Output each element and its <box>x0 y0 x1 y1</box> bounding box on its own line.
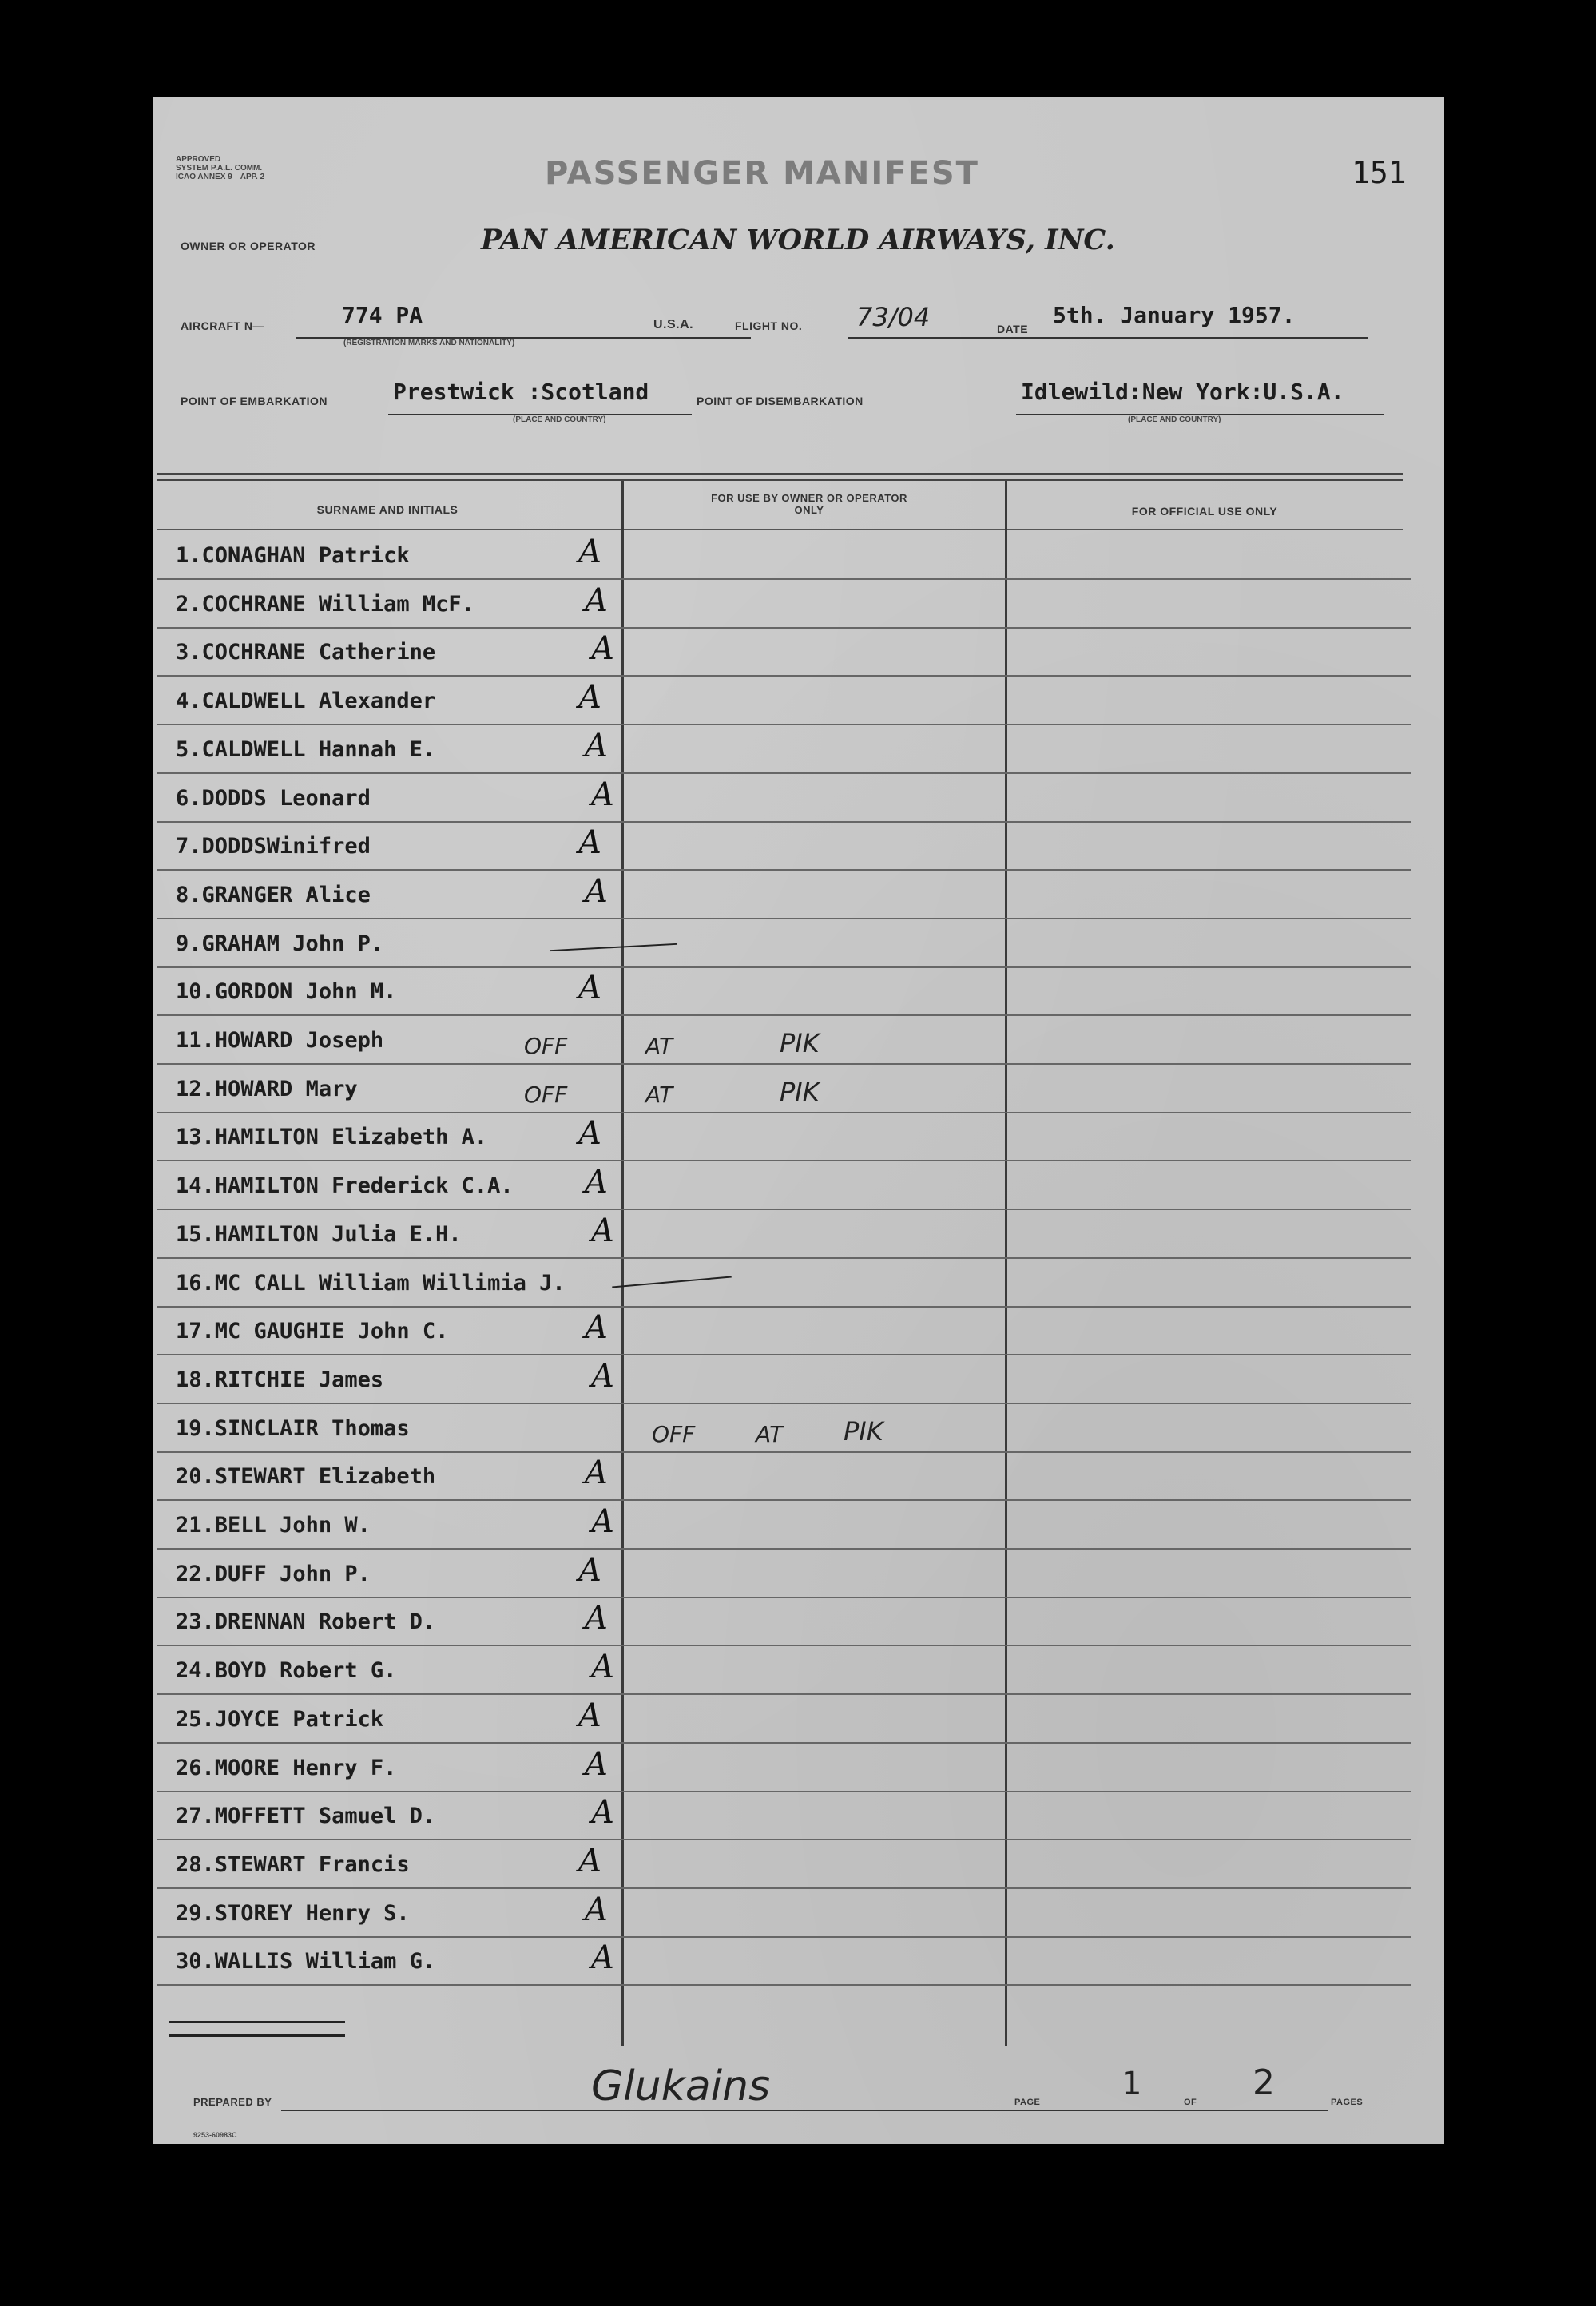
checked-mark: A <box>591 1649 614 1686</box>
passenger-row <box>157 1840 1411 1889</box>
passenger-name <box>176 737 435 762</box>
checked-mark: A <box>591 1939 614 1977</box>
passenger-name <box>176 1949 435 1974</box>
operator-name: PAN AMERICAN WORLD AIRWAYS, INC. <box>481 224 1115 256</box>
passenger-number: 13. <box>176 1125 215 1150</box>
passenger-surname-initials: SINCLAIR Thomas <box>214 1415 410 1441</box>
passenger-row <box>157 1936 1411 1986</box>
passenger-row <box>157 773 1411 823</box>
passenger-row <box>157 1791 1411 1840</box>
passenger-number: 25. <box>176 1706 215 1732</box>
passenger-surname-initials: WALLIS William G. <box>214 1949 436 1975</box>
passenger-surname-initials: DUFF John P. <box>214 1561 371 1586</box>
passenger-name <box>176 1756 396 1780</box>
passenger-surname-initials: STOREY Henry S. <box>214 1900 410 1926</box>
passenger-row <box>157 821 1411 871</box>
passenger-surname-initials: DRENNAN Robert D. <box>214 1609 436 1635</box>
checked-mark: A <box>585 1891 608 1928</box>
embark-label: POINT OF EMBARKATION <box>181 395 328 407</box>
passenger-row <box>157 1694 1411 1744</box>
passenger-row <box>157 1161 1411 1210</box>
passenger-number: 24. <box>176 1658 215 1684</box>
at-note: AT <box>756 1420 784 1447</box>
passenger-number: 27. <box>176 1804 215 1829</box>
checked-mark: A <box>578 970 601 1007</box>
owner-label: OWNER OR OPERATOR <box>181 240 316 252</box>
passenger-number: 9. <box>176 931 202 956</box>
passenger-number: 2. <box>176 591 202 617</box>
off-note: OFF <box>524 1033 568 1059</box>
approval-line-3: ICAO ANNEX 9—APP. 2 <box>176 173 265 181</box>
of-value: 2 <box>1253 2062 1275 2103</box>
passenger-name <box>176 1852 410 1877</box>
passenger-row <box>157 1500 1411 1550</box>
passenger-name <box>176 883 371 907</box>
passenger-name <box>176 931 383 956</box>
approval-line-1: APPROVED <box>176 155 221 164</box>
passenger-name <box>176 1464 435 1489</box>
nationality: U.S.A. <box>653 318 694 331</box>
passenger-surname-initials: DODDS Leonard <box>201 785 371 811</box>
at-note: AT <box>645 1033 673 1059</box>
passenger-surname-initials: GORDON John M. <box>214 979 397 1005</box>
passenger-surname-initials: GRAHAM John P. <box>201 931 384 956</box>
col-header-official: FOR OFFICIAL USE ONLY <box>1131 505 1278 518</box>
passenger-number: 26. <box>176 1755 215 1780</box>
passenger-surname-initials: JOYCE Patrick <box>214 1706 384 1732</box>
flight-label: FLIGHT NO. <box>735 320 803 332</box>
passenger-row <box>157 1064 1411 1113</box>
passenger-row <box>157 530 1411 580</box>
prepared-signature: Glukains <box>591 2062 771 2110</box>
checked-mark: A <box>591 1503 614 1540</box>
checked-mark: A <box>578 1842 601 1879</box>
form-title: PASSENGER MANIFEST <box>545 155 979 192</box>
passenger-surname-initials: GRANGER Alice <box>201 882 371 907</box>
passenger-name <box>176 1028 383 1053</box>
of-label: OF <box>1184 2098 1197 2107</box>
passenger-row <box>157 919 1411 968</box>
passenger-surname-initials: COCHRANE Catherine <box>201 640 436 665</box>
aircraft-hint: (REGISTRATION MARKS AND NATIONALITY) <box>343 339 515 347</box>
manifest-sheet <box>153 97 1444 2144</box>
passenger-row <box>157 870 1411 919</box>
passenger-row <box>157 1209 1411 1259</box>
passenger-number: 17. <box>176 1319 215 1344</box>
passenger-surname-initials: HAMILTON Elizabeth A. <box>214 1125 488 1150</box>
passenger-name <box>176 1367 383 1392</box>
checked-mark: A <box>591 1794 614 1832</box>
passenger-name <box>176 1173 514 1198</box>
passenger-number: 12. <box>176 1076 215 1101</box>
passenger-row <box>157 1355 1411 1404</box>
passenger-name <box>176 1271 566 1296</box>
checked-mark: A <box>578 534 601 570</box>
passenger-name <box>176 1222 462 1247</box>
passenger-number: 16. <box>176 1270 215 1296</box>
passenger-name <box>176 592 474 617</box>
checked-mark: A <box>585 1164 608 1201</box>
passenger-name <box>176 786 371 811</box>
passenger-surname-initials: CONAGHAN Patrick <box>201 543 410 568</box>
passenger-number: 15. <box>176 1221 215 1247</box>
passenger-number: 14. <box>176 1173 215 1199</box>
passenger-number: 1. <box>176 543 202 568</box>
passenger-number: 19. <box>176 1415 215 1441</box>
checked-mark: A <box>585 727 608 764</box>
pages-label: PAGES <box>1331 2098 1364 2107</box>
checked-mark: A <box>591 776 614 813</box>
passenger-row <box>157 966 1411 1016</box>
passenger-number: 28. <box>176 1852 215 1877</box>
passenger-row <box>157 579 1411 629</box>
approval-line-2: SYSTEM P.A.L. COMM. <box>176 164 263 173</box>
passenger-surname-initials: MOORE Henry F. <box>214 1755 397 1780</box>
passenger-surname-initials: BELL John W. <box>214 1513 371 1538</box>
passenger-number: 8. <box>176 882 202 907</box>
checked-mark: A <box>578 1115 601 1153</box>
passenger-name <box>176 1077 358 1101</box>
checked-mark: A <box>591 1357 614 1395</box>
passenger-row <box>157 627 1411 677</box>
passenger-row <box>157 1888 1411 1938</box>
passenger-surname-initials: CALDWELL Alexander <box>201 689 436 714</box>
passenger-surname-initials: DODDSWinifred <box>201 834 371 859</box>
passenger-row <box>157 1306 1411 1355</box>
passenger-name <box>176 1416 410 1441</box>
checked-mark: A <box>591 1212 614 1249</box>
passenger-surname-initials: RITCHIE James <box>214 1367 384 1392</box>
passenger-row <box>157 1112 1411 1161</box>
disembark-hint: (PLACE AND COUNTRY) <box>1128 415 1221 424</box>
pik-note: PIK <box>780 1076 820 1107</box>
disembark-value: Idlewild:New York:U.S.A. <box>1021 379 1344 405</box>
checked-mark: A <box>578 679 601 716</box>
checked-mark: A <box>585 581 608 619</box>
passenger-name <box>176 689 435 713</box>
col-header-operator: FOR USE BY OWNER OR OPERATOR ONLY <box>711 492 907 516</box>
checked-mark: A <box>585 1745 608 1783</box>
checked-mark: A <box>585 1309 608 1347</box>
passenger-number: 30. <box>176 1949 215 1975</box>
passenger-name <box>176 1319 448 1344</box>
passenger-row <box>157 1015 1411 1065</box>
off-note: OFF <box>524 1081 568 1108</box>
passenger-row <box>157 1258 1411 1308</box>
passenger-number: 7. <box>176 834 202 859</box>
passenger-number: 5. <box>176 736 202 762</box>
passenger-surname-initials: MOFFETT Samuel D. <box>214 1804 436 1829</box>
passenger-name <box>176 979 396 1004</box>
passenger-surname-initials: CALDWELL Hannah E. <box>201 736 436 762</box>
passenger-name <box>176 1707 383 1732</box>
passenger-surname-initials: HOWARD Mary <box>214 1076 358 1101</box>
passenger-surname-initials: HAMILTON Julia E.H. <box>214 1221 462 1247</box>
col-header-surname: SURNAME AND INITIALS <box>316 503 459 516</box>
passenger-surname-initials: STEWART Francis <box>214 1852 410 1877</box>
passenger-row <box>157 1743 1411 1792</box>
checked-mark: A <box>591 630 614 668</box>
passenger-row <box>157 1403 1411 1453</box>
checked-mark: A <box>585 1600 608 1637</box>
passenger-row <box>157 1451 1411 1501</box>
passenger-number: 6. <box>176 785 202 811</box>
passenger-surname-initials: MC GAUGHIE John C. <box>214 1319 449 1344</box>
passenger-name <box>176 1609 435 1634</box>
passenger-list <box>157 530 1411 1992</box>
flight-value: 73/04 <box>856 302 931 332</box>
passenger-row <box>157 1549 1411 1598</box>
aircraft-value: 774 PA <box>342 302 423 328</box>
checked-mark: A <box>578 1551 601 1589</box>
pik-note: PIK <box>780 1028 820 1058</box>
passenger-name <box>176 1658 396 1683</box>
embark-hint: (PLACE AND COUNTRY) <box>513 415 606 424</box>
passenger-row <box>157 1645 1411 1695</box>
off-note: OFF <box>652 1420 696 1447</box>
passenger-row <box>157 676 1411 725</box>
passenger-surname-initials: BOYD Robert G. <box>214 1658 397 1684</box>
checked-mark: A <box>578 1697 601 1734</box>
at-note: AT <box>645 1081 673 1108</box>
passenger-name <box>176 1804 435 1828</box>
passenger-name <box>176 834 371 859</box>
passenger-name <box>176 1901 410 1926</box>
passenger-name <box>176 640 435 665</box>
passenger-number: 10. <box>176 979 215 1005</box>
pik-note: PIK <box>844 1415 883 1447</box>
embark-value: Prestwick :Scotland <box>393 379 649 405</box>
checked-mark: A <box>585 872 608 910</box>
passenger-number: 20. <box>176 1464 215 1490</box>
date-label: DATE <box>997 323 1029 335</box>
passenger-number: 21. <box>176 1513 215 1538</box>
page-label: PAGE <box>1014 2098 1041 2107</box>
passenger-number: 23. <box>176 1609 215 1635</box>
passenger-surname-initials: HOWARD Joseph <box>214 1028 384 1053</box>
passenger-name <box>176 1562 371 1586</box>
passenger-number: 3. <box>176 640 202 665</box>
passenger-name <box>176 1125 487 1149</box>
passenger-number: 29. <box>176 1900 215 1926</box>
checked-mark: A <box>578 824 601 862</box>
passenger-surname-initials: HAMILTON Frederick C.A. <box>214 1173 514 1199</box>
aircraft-label: AIRCRAFT N— <box>181 320 265 332</box>
disembark-label: POINT OF DISEMBARKATION <box>697 395 864 407</box>
prepared-label: PREPARED BY <box>193 2096 272 2108</box>
checked-mark: A <box>585 1455 608 1492</box>
passenger-row <box>157 724 1411 774</box>
passenger-number: 18. <box>176 1367 215 1392</box>
passenger-number: 22. <box>176 1561 215 1586</box>
passenger-surname-initials: COCHRANE William McF. <box>201 591 474 617</box>
sheet-number: 151 <box>1352 155 1407 190</box>
passenger-row <box>157 1597 1411 1646</box>
passenger-name <box>176 543 410 568</box>
passenger-surname-initials: MC CALL William Willimia J. <box>214 1270 566 1296</box>
page-value: 1 <box>1122 2066 1142 2102</box>
passenger-surname-initials: STEWART Elizabeth <box>214 1464 436 1490</box>
printer-code: 9253-60983C <box>193 2131 237 2139</box>
passenger-name <box>176 1513 371 1538</box>
passenger-number: 4. <box>176 689 202 714</box>
date-value: 5th. January 1957. <box>1053 302 1296 328</box>
passenger-number: 11. <box>176 1028 215 1053</box>
approval-block <box>176 155 264 181</box>
